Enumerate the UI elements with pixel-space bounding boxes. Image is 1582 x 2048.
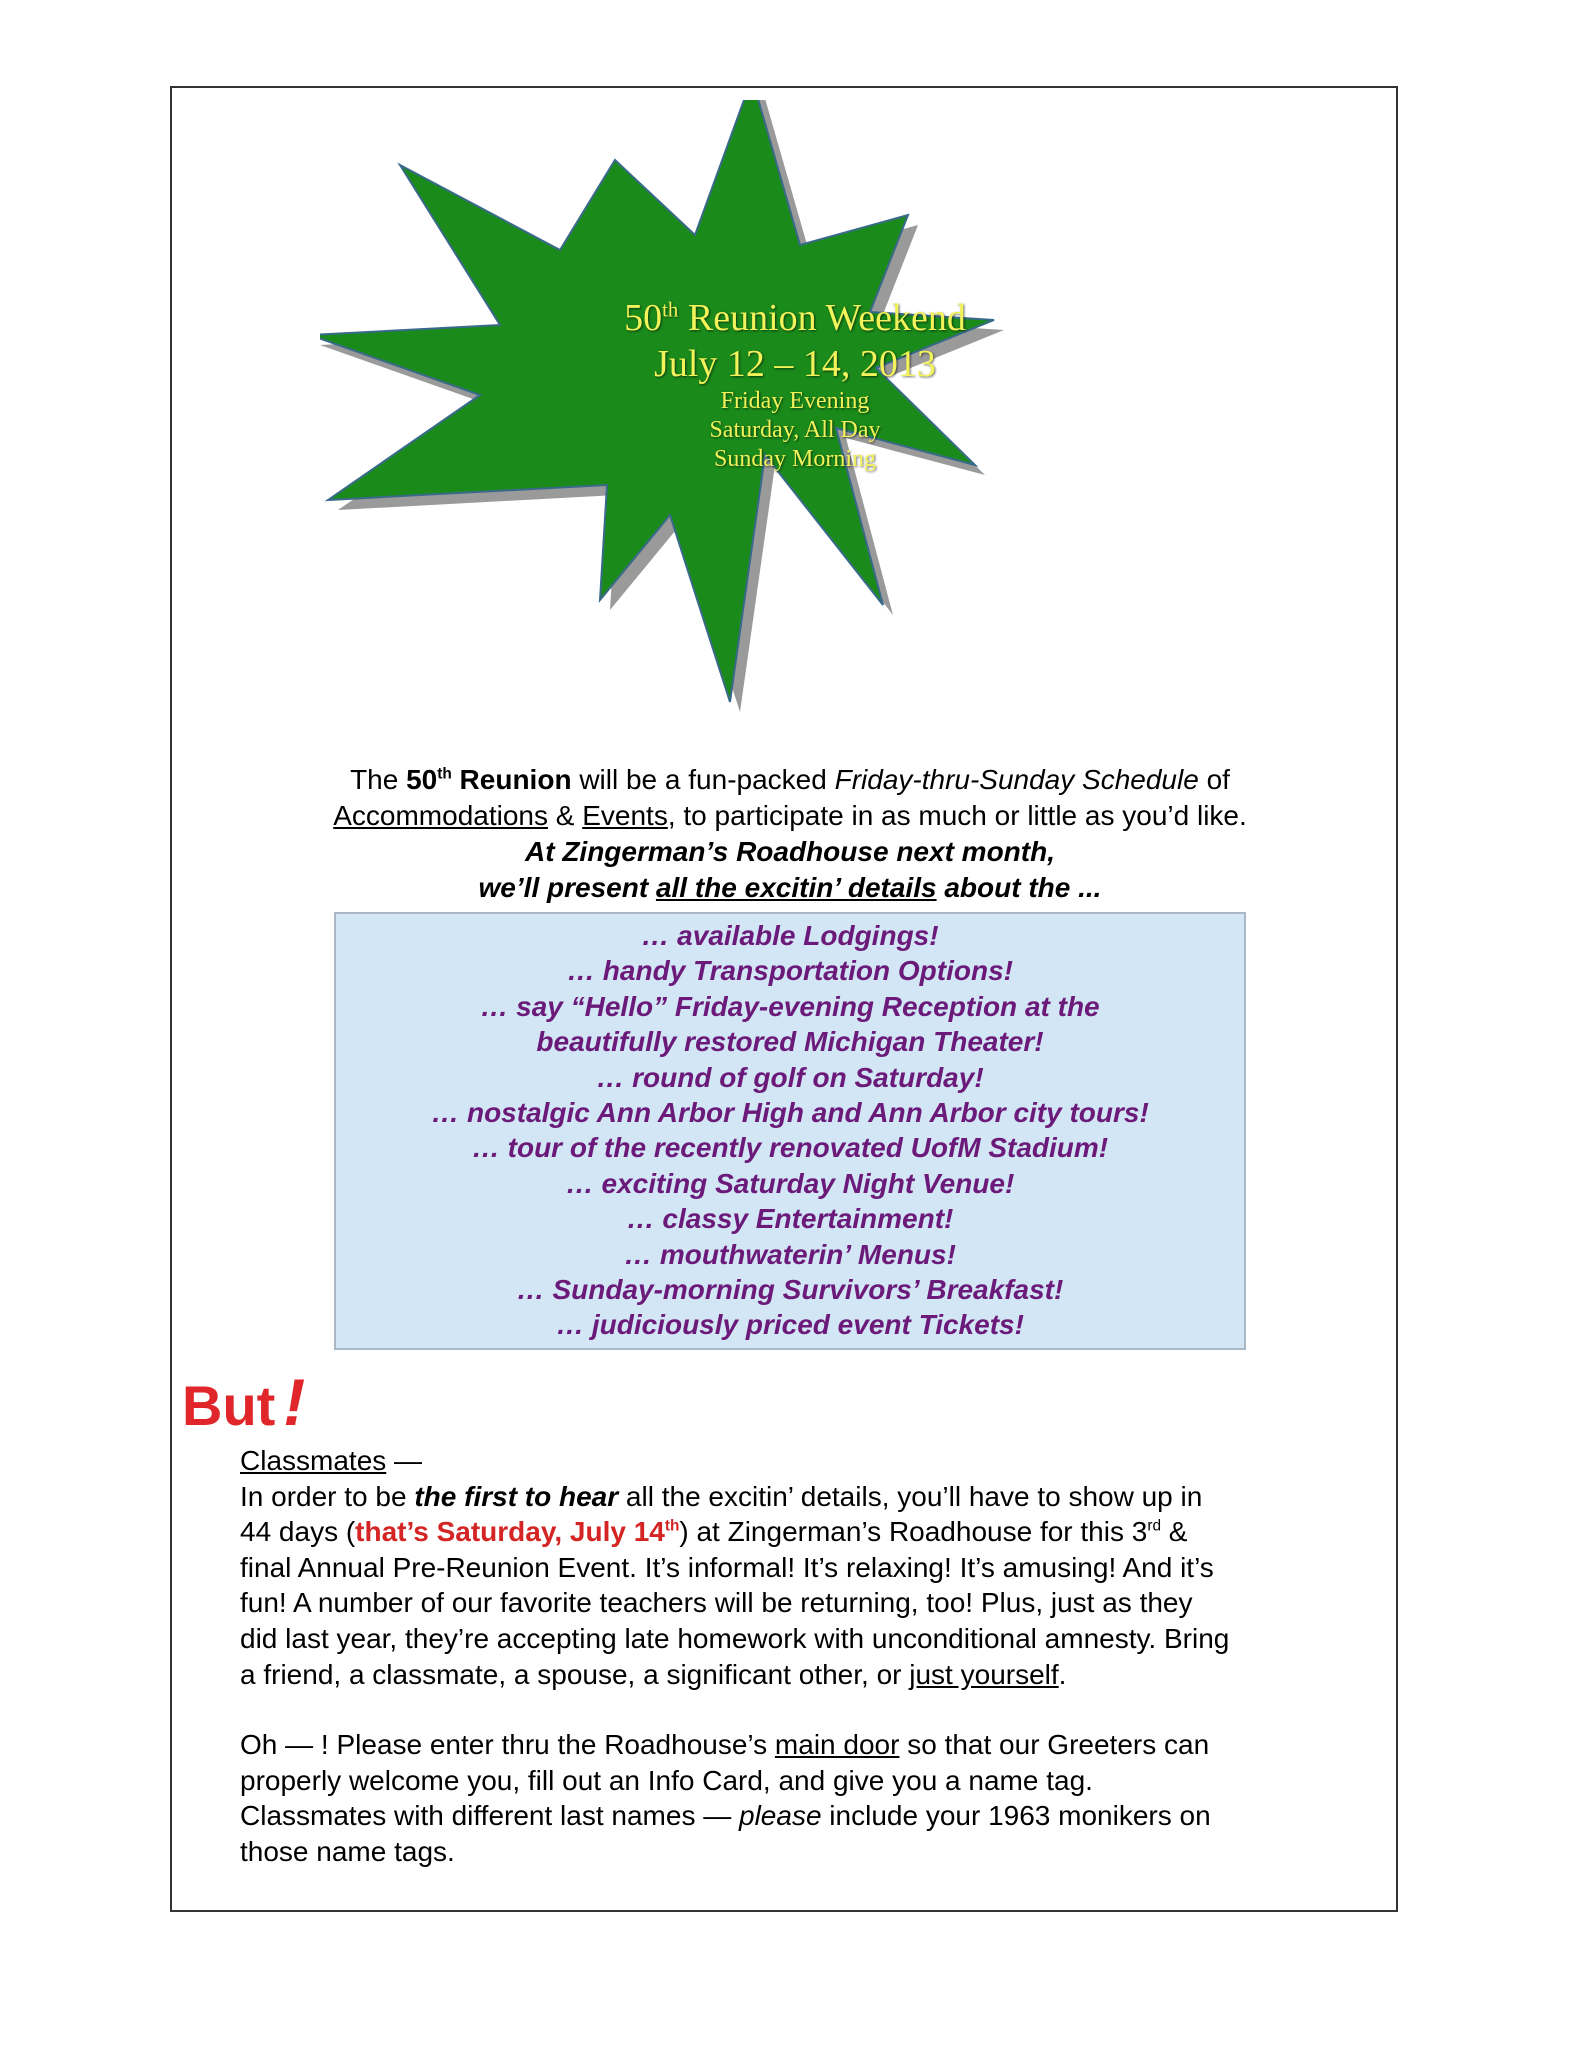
- intro-text: The: [350, 764, 407, 795]
- list-item: … judiciously priced event Tickets!: [556, 1309, 1024, 1341]
- paragraph-1-line-6: [240, 1657, 1350, 1693]
- classmates-salutation: [240, 1443, 1350, 1479]
- reunion-dates: July 12 – 14, 2013: [654, 343, 936, 385]
- title-text: Reunion Weekend: [678, 297, 966, 339]
- list-item: … say “Hello” Friday-evening Reception at the: [480, 990, 1100, 1022]
- title-superscript: th: [662, 297, 679, 322]
- but-heading: [182, 1365, 306, 1439]
- exclamation-mark: !: [283, 1365, 306, 1439]
- accommodations-underlined: Accommodations: [333, 800, 548, 831]
- list-item: … classy Entertainment!: [626, 1203, 954, 1235]
- list-item: … tour of the recently renovated UofM Stadium!: [471, 1132, 1109, 1164]
- intro-line-1: [240, 762, 1340, 798]
- details-list-box: [334, 912, 1246, 1350]
- body-text-span: 44 days (: [240, 1516, 356, 1548]
- list-item: … Sunday-morning Survivors’ Breakfast!: [516, 1274, 1064, 1306]
- intro-paragraph: [240, 762, 1340, 906]
- intro-italic-schedule: Friday-thru-Sunday Schedule: [834, 764, 1199, 795]
- list-item: … available Lodgings!: [641, 920, 939, 951]
- schedule-sunday: Sunday Morning: [714, 446, 876, 472]
- paragraph-1-line-3: final Annual Pre-Reunion Event. It’s informal! It’s relaxing! It’s amusing! And it’s: [240, 1551, 1214, 1583]
- intro-bold-number: 50: [406, 764, 438, 795]
- body-text-span: so that our Greeters can: [899, 1729, 1210, 1761]
- intro-text: , to participate in as much or little as you’d like.: [667, 800, 1247, 831]
- schedule-friday: Friday Evening: [720, 388, 870, 414]
- body-text-span: a friend, a classmate, a spouse, a significant other, or: [240, 1658, 910, 1690]
- schedule-saturday: Saturday, All Day: [709, 417, 881, 443]
- list-item: … handy Transportation Options!: [567, 955, 1013, 987]
- paragraph-2-line-2: properly welcome you, fill out an Info Card, and give you a name tag.: [240, 1764, 1093, 1796]
- paragraph-2-line-1: [240, 1727, 1350, 1763]
- intro-text: &: [547, 800, 583, 831]
- paragraph-1-line-4: fun! A number of our favorite teachers will be returning, too! Plus, just as they: [240, 1587, 1193, 1619]
- event-date-highlight: that’s Saturday, July 14: [355, 1516, 665, 1548]
- list-item: … exciting Saturday Night Venue!: [565, 1167, 1015, 1199]
- event-date-superscript: th: [664, 1517, 680, 1535]
- first-to-hear-emphasis: the first to hear: [414, 1480, 619, 1512]
- body-text-span: all the excitin’ details, you’ll have to show up in: [618, 1480, 1203, 1512]
- body-text-span: .: [1058, 1658, 1067, 1690]
- body-text-span: Classmates with different last names —: [240, 1800, 740, 1832]
- body-text: [240, 1443, 1350, 1870]
- intro-text: we’ll present: [478, 872, 656, 903]
- intro-line-2: [240, 798, 1340, 834]
- paragraph-1-line-5: did last year, they’re accepting late homework with unconditional amnesty. Bring: [240, 1622, 1230, 1654]
- body-text-span: include your 1963 monikers on: [821, 1800, 1211, 1832]
- paragraph-2-line-4: those name tags.: [240, 1835, 455, 1867]
- but-word: But: [182, 1374, 276, 1437]
- list-item: beautifully restored Michigan Theater!: [536, 1026, 1044, 1058]
- list-item: … mouthwaterin’ Menus!: [624, 1238, 956, 1270]
- ordinal-superscript: rd: [1147, 1517, 1162, 1535]
- title-number: 50: [624, 297, 663, 339]
- body-text-span: &: [1161, 1516, 1188, 1548]
- just-yourself-underlined: just yourself: [909, 1658, 1059, 1690]
- paragraph-2-line-3: [240, 1798, 1350, 1834]
- reunion-title: [530, 295, 1060, 341]
- intro-line-4: [240, 870, 1340, 906]
- intro-bold-reunion: Reunion: [451, 764, 572, 795]
- please-emphasis: please: [739, 1800, 822, 1832]
- intro-text: will be a fun-packed: [571, 764, 835, 795]
- main-door-underlined: main door: [774, 1729, 900, 1761]
- intro-text: of: [1198, 764, 1230, 795]
- body-text-span: Oh — ! Please enter thru the Roadhouse’s: [240, 1729, 775, 1761]
- starburst-text: [530, 295, 1060, 474]
- events-underlined: Events: [582, 800, 668, 831]
- paragraph-gap: [240, 1692, 1350, 1727]
- body-text-span: —: [386, 1445, 423, 1476]
- classmates-underlined: Classmates: [240, 1445, 387, 1476]
- list-item: … round of golf on Saturday!: [596, 1061, 984, 1093]
- paragraph-1-line-1: [240, 1479, 1350, 1515]
- body-text-span: ) at Zingerman’s Roadhouse for this 3: [679, 1516, 1148, 1548]
- paragraph-1-line-2: [240, 1514, 1350, 1550]
- list-item: … nostalgic Ann Arbor High and Ann Arbor city tours!: [431, 1097, 1149, 1129]
- body-text-span: In order to be: [240, 1480, 415, 1512]
- excitin-details-underlined: all the excitin’ details: [655, 872, 937, 903]
- intro-text: about the ...: [936, 872, 1102, 903]
- intro-line-3: At Zingerman’s Roadhouse next month,: [525, 836, 1055, 867]
- intro-superscript: th: [437, 765, 452, 783]
